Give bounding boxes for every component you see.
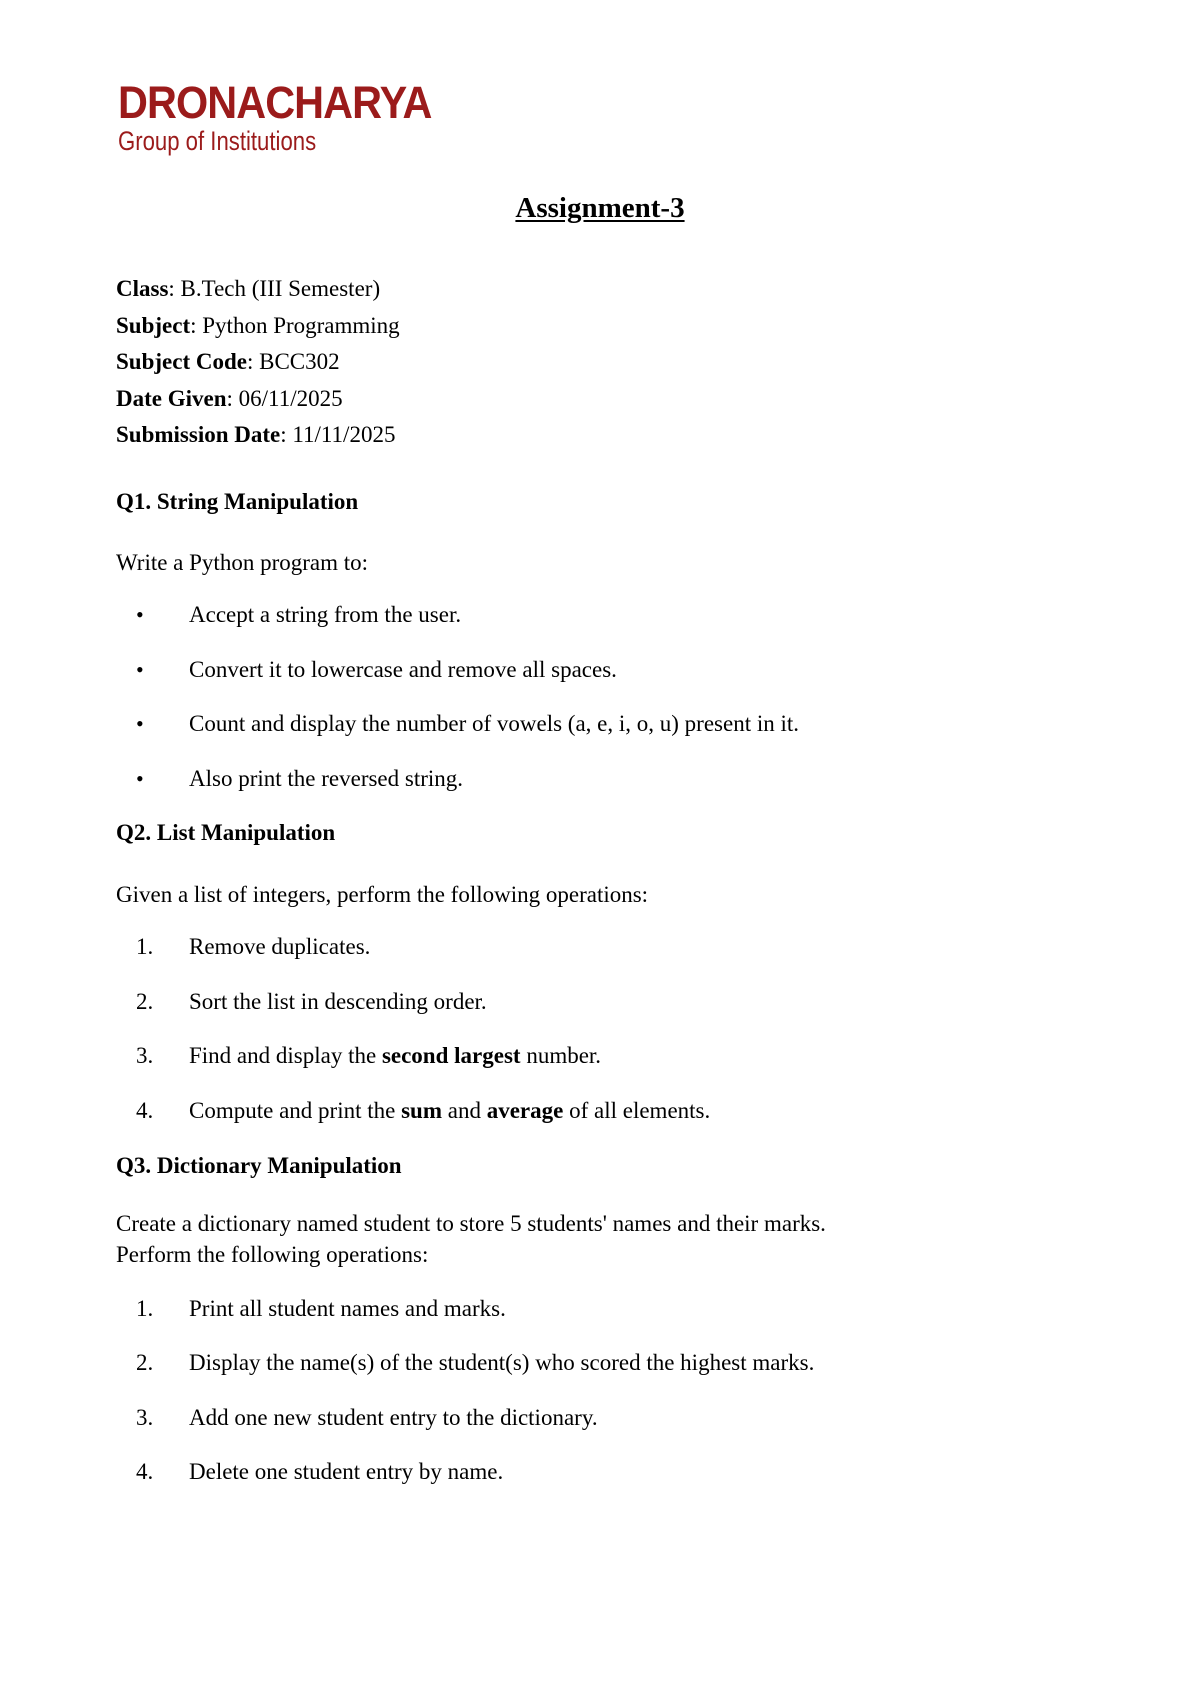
title-text: Assignment-3 (515, 192, 685, 224)
meta-submission-date (116, 417, 400, 454)
meta-label: Class (116, 276, 169, 301)
text-run: Compute and print the (189, 1098, 402, 1123)
list-item-text: Print all student names and marks. (189, 1296, 506, 1321)
text-run: of all elements. (563, 1098, 711, 1123)
list-item-text: Count and display the number of vowels (a, e, i, o, u) present in it. (189, 711, 800, 736)
page-title (0, 192, 1200, 225)
list-item-text: Convert it to lowercase and remove all spaces. (189, 657, 617, 682)
bullet-icon: • (136, 711, 144, 736)
meta-class (116, 271, 400, 308)
emphasis-text: second largest (381, 1043, 521, 1068)
logo-tagline: Group of Institutions (118, 126, 317, 156)
q2-intro: Given a list of integers, perform the following operations: (116, 882, 649, 907)
list-item-text: Add one new student entry to the dictionary. (189, 1405, 598, 1430)
list-number: 1. (136, 1296, 154, 1321)
meta-value: : 11/11/2025 (280, 422, 396, 447)
meta-label: Subject (116, 312, 191, 338)
q3-heading: Q3. Dictionary Manipulation (116, 1153, 402, 1178)
list-item-text (189, 1043, 601, 1069)
q1-heading: Q1. String Manipulation (116, 489, 359, 514)
bullet-icon: • (136, 657, 144, 682)
meta-label: Submission Date (116, 422, 281, 447)
q1-intro: Write a Python program to: (116, 550, 369, 575)
list-number: 3. (136, 1405, 154, 1430)
q3-intro (116, 1208, 826, 1270)
text-run: Remove duplicates. (189, 934, 371, 959)
list-item-text: Delete one student entry by name. (189, 1459, 504, 1484)
meta-value: : BCC302 (246, 349, 340, 374)
q3-intro-line: Perform the following operations: (116, 1242, 429, 1267)
text-run: Find and display the (189, 1043, 382, 1068)
bullet-icon: • (136, 602, 144, 627)
institution-logo (118, 77, 432, 158)
emphasis-text: average (486, 1098, 564, 1123)
meta-date-given (116, 381, 400, 418)
list-number: 1. (136, 934, 154, 959)
q2-heading: Q2. List Manipulation (116, 820, 336, 845)
list-item-text (189, 1098, 710, 1124)
logo-wordmark: DRONACHARYA (118, 77, 432, 128)
list-item-text: Accept a string from the user. (189, 602, 462, 627)
text-run: and (441, 1098, 487, 1123)
list-item-text (189, 989, 487, 1015)
meta-value: : 06/11/2025 (226, 385, 343, 411)
emphasis-text: sum (401, 1098, 442, 1123)
list-number: 2. (136, 989, 154, 1014)
meta-subject-code (116, 344, 400, 381)
list-item-text (189, 934, 370, 960)
list-item-text: Display the name(s) of the student(s) who scored the highest marks. (189, 1350, 815, 1375)
meta-label: Subject Code (116, 349, 247, 374)
list-item-text: Also print the reversed string. (189, 766, 464, 791)
list-number: 2. (136, 1350, 154, 1375)
meta-value: : B.Tech (III Semester) (168, 276, 381, 301)
list-number: 4. (136, 1098, 154, 1123)
assignment-meta (116, 271, 400, 454)
meta-label: Date Given (116, 385, 227, 411)
q3-intro-line: Create a dictionary named student to store 5 students' names and their marks. (116, 1211, 826, 1236)
text-run: Sort the list in descending order. (189, 989, 487, 1014)
meta-subject (116, 308, 400, 345)
text-run: number. (520, 1043, 602, 1068)
meta-value: : Python Programming (190, 312, 400, 338)
list-number: 4. (136, 1459, 154, 1484)
list-number: 3. (136, 1043, 154, 1068)
bullet-icon: • (136, 766, 144, 791)
